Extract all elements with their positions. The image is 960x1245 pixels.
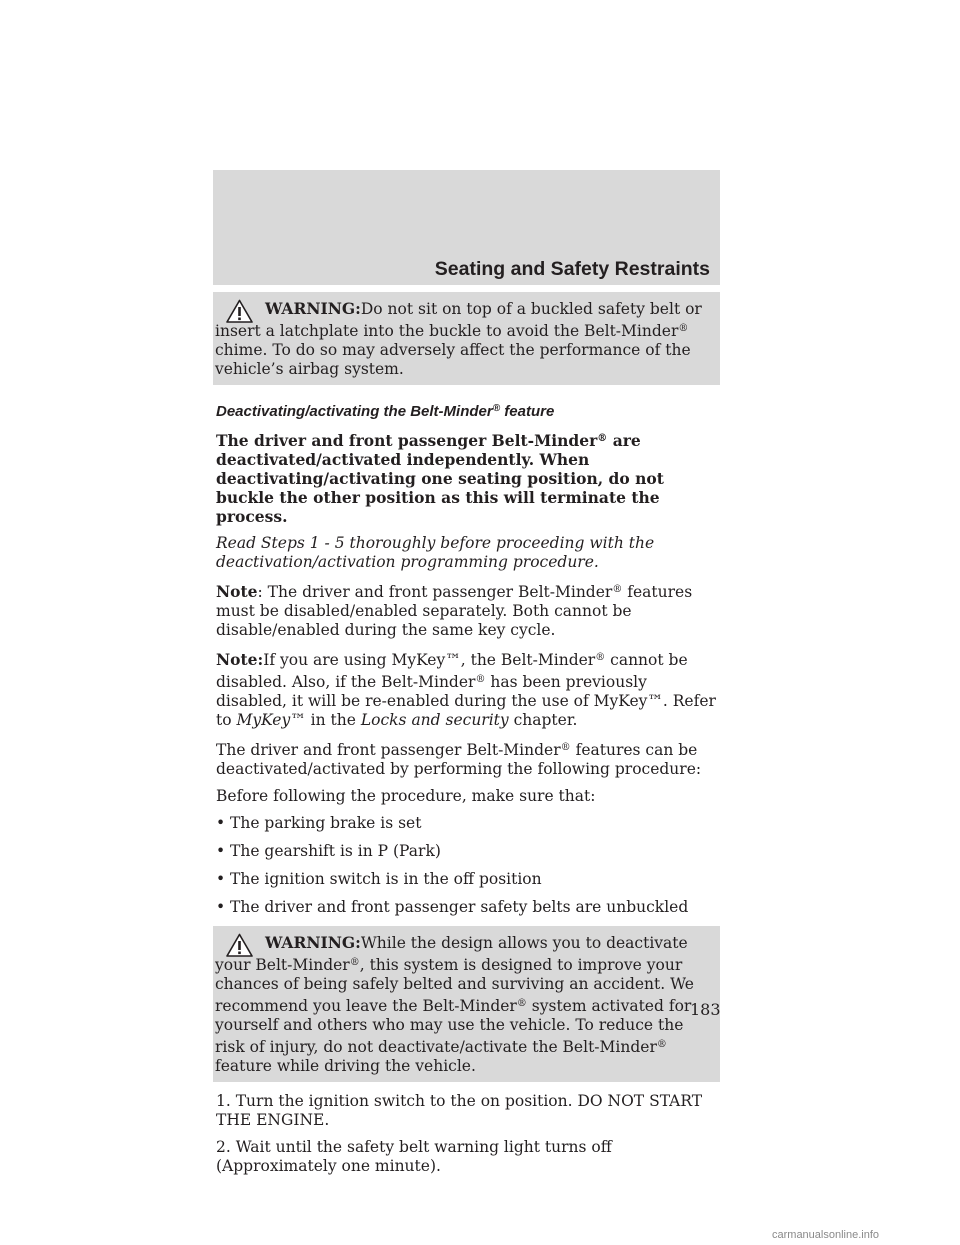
warning-text: [215, 299, 716, 379]
warning-triangle-icon: [226, 933, 253, 957]
note-label: Note: [216, 582, 258, 601]
registered-mark: ®: [516, 998, 527, 1009]
registered-mark: ®: [656, 1039, 667, 1050]
note-mykey: [216, 648, 720, 730]
paragraph-text: chapter.: [513, 711, 578, 729]
registered-mark: ®: [612, 584, 623, 595]
paragraph-text: : The driver and front passenger Belt-Minder: [257, 583, 613, 601]
paragraph-text: are deactivated/activated independently. When deactivating/activating one seating position, do not buckle the other position as this will terminate the process.: [216, 431, 664, 526]
heading-text: Deactivating/activating the Belt-Minder: [216, 403, 493, 420]
paragraph-text: The driver and front passenger Belt-Minder: [216, 431, 598, 450]
registered-mark: ®: [560, 742, 571, 753]
chapter-reference: Locks and security: [360, 711, 509, 729]
features-paragraph: [216, 738, 720, 779]
warning-text-part: chime. To do so may adversely affect the performance of the vehicle’s airbag system.: [215, 341, 691, 378]
step-1: 1. Turn the ignition switch to the on position. DO NOT START THE ENGINE.: [216, 1092, 703, 1129]
list-item: [216, 870, 720, 889]
heading-suffix: feature: [504, 403, 555, 420]
watermark: carmanualsonline.info: [772, 1229, 880, 1241]
list-item: [216, 898, 720, 917]
note-label: Note:: [216, 650, 264, 669]
list-item-text: The driver and front passenger safety belts are unbuckled: [230, 898, 689, 916]
warning-text-part: feature while driving the vehicle.: [215, 1057, 476, 1075]
section-title: Seating and Safety Restraints: [434, 258, 710, 280]
warning-text-part: While the design allows you to deactivate your Belt-Minder: [215, 934, 688, 974]
page-content: [216, 292, 720, 1184]
warning-text-part: , this system is designed to improve your chances of being safely belted and surviving an accident. We recommend you leave the Belt-Minder: [215, 956, 694, 1015]
list-item: [216, 842, 720, 861]
list-item: [216, 814, 720, 833]
bullet-dot-icon: •: [216, 898, 226, 916]
bullet-dot-icon: •: [216, 870, 226, 888]
subsection-heading: [216, 399, 720, 421]
paragraph-text: If you are using MyKey™, the Belt-Minder: [263, 651, 596, 669]
registered-mark: ®: [492, 403, 501, 414]
registered-mark: ®: [595, 652, 606, 663]
note-separately: [216, 580, 720, 640]
list-item-text: The parking brake is set: [230, 814, 422, 832]
paragraph-text: has been previously disabled, it will be re-enabled during the use of MyKey™. Refer to: [216, 673, 716, 729]
bullet-dot-icon: •: [216, 814, 226, 832]
warning-triangle-icon: [226, 299, 253, 323]
list-item-text: The gearshift is in P (Park): [230, 842, 441, 860]
precondition-list: [216, 814, 720, 917]
paragraph-text: features must be disabled/enabled separately. Both cannot be disable/enabled during the same key cycle.: [216, 583, 693, 639]
registered-mark: ®: [678, 323, 689, 334]
warning-label: WARNING:: [265, 933, 361, 952]
page-number: 183: [690, 1000, 721, 1019]
paragraph-text: The driver and front passenger Belt-Minder: [216, 741, 561, 759]
warning-box-belt-minder-chime: [213, 292, 720, 385]
warning-label: WARNING:: [265, 299, 361, 318]
warning-box-deactivate: [213, 926, 720, 1082]
registered-mark: ®: [349, 957, 360, 968]
registered-mark: ®: [597, 433, 608, 444]
paragraph-text: features can be deactivated/activated by performing the following procedure:: [216, 741, 702, 778]
independent-activation-paragraph: [216, 429, 720, 526]
bullet-dot-icon: •: [216, 842, 226, 860]
before-procedure-paragraph: Before following the procedure, make sure that:: [216, 787, 596, 805]
list-item-text: The ignition switch is in the off position: [230, 870, 542, 888]
mykey-reference: MyKey: [236, 711, 291, 729]
paragraph-text: ™ in the: [290, 711, 356, 729]
registered-mark: ®: [475, 674, 486, 685]
warning-text: [215, 933, 716, 1076]
step-2: 2. Wait until the safety belt warning light turns off (Approximately one minute).: [216, 1138, 612, 1175]
section-header-band: [213, 170, 720, 285]
warning-text-part: Do not sit on top of a buckled safety belt or insert a latchplate into the buckle to avoid the Belt-Minder: [215, 300, 702, 340]
warning-text-part: system activated for yourself and others who may use the vehicle. To reduce the risk of injury, do not deactivate/activate the Belt-Minder: [215, 997, 692, 1056]
read-steps-paragraph: Read Steps 1 - 5 thoroughly before proceeding with the deactivation/activation programming procedure.: [216, 534, 655, 571]
paragraph-text: cannot be disabled. Also, if the Belt-Minder: [216, 651, 688, 691]
